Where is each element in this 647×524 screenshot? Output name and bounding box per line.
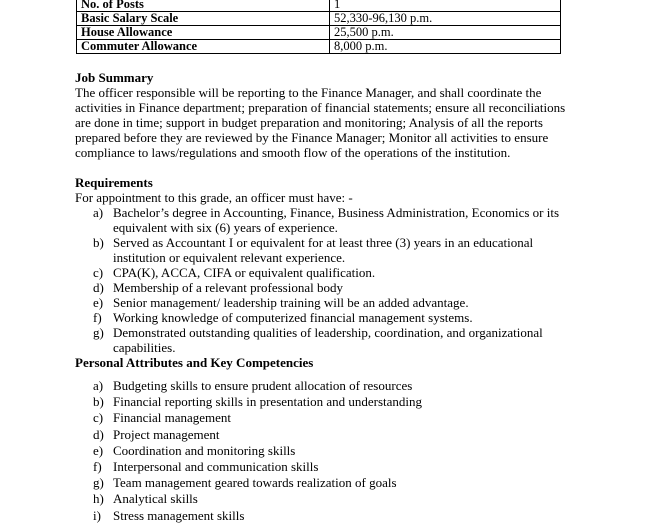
requirements-heading: Requirements <box>75 175 153 190</box>
list-item-text: Financial management <box>113 410 232 426</box>
list-marker: i) <box>93 507 101 523</box>
list-marker: g) <box>93 325 104 340</box>
list-marker: b) <box>93 394 104 410</box>
paragraph-line: The officer responsible will be reporting to the Finance Manager, and shall coordinate the <box>75 85 542 100</box>
list-item <box>93 265 559 280</box>
list-item-continuation: institution or equivalent relevant experience. <box>113 250 346 265</box>
list-item <box>93 491 422 507</box>
list-item-text: CPA(K), ACCA, CIFA or equivalent qualification. <box>113 265 376 280</box>
row-value: 25,500 p.m. <box>330 26 561 40</box>
table-row <box>77 40 561 54</box>
list-item-continuation: equivalent with six (6) years of experience. <box>113 220 338 235</box>
list-item <box>93 235 559 265</box>
list-marker: b) <box>93 235 104 250</box>
list-item-text: Project management <box>113 426 220 442</box>
row-label: Basic Salary Scale <box>77 12 330 26</box>
list-marker: c) <box>93 265 104 280</box>
row-label: Commuter Allowance <box>77 40 330 54</box>
row-label: House Allowance <box>77 26 330 40</box>
list-item <box>93 205 559 235</box>
row-value: 8,000 p.m. <box>330 40 561 54</box>
paragraph-line: prepared before they are reviewed by the Finance Manager; Monitor all activities to ensure <box>75 130 549 145</box>
list-item-text: Analytical skills <box>113 491 198 507</box>
list-item <box>93 295 559 310</box>
paragraph-line: compliance to laws/regulations and smooth flow of the operations of the institution. <box>75 145 511 160</box>
requirements-intro: For appointment to this grade, an officer must have: - <box>75 190 353 205</box>
list-marker: d) <box>93 280 104 295</box>
table-row <box>77 26 561 40</box>
table-row <box>77 0 561 12</box>
list-item <box>93 410 422 426</box>
list-item-text: Interpersonal and communication skills <box>113 459 319 475</box>
list-item <box>93 280 559 295</box>
list-marker: g) <box>93 475 104 491</box>
paragraph-line: are done in time; support in budget preparation and monitoring; Analysis of all the reports <box>75 115 543 130</box>
list-item <box>93 427 422 443</box>
list-marker: e) <box>93 442 104 458</box>
list-item <box>93 394 422 410</box>
competencies-list <box>93 378 422 524</box>
list-item-text: Budgeting skills to ensure prudent allocation of resources <box>113 378 413 393</box>
list-marker: f) <box>93 310 102 325</box>
table-row <box>77 12 561 26</box>
list-item-text: Demonstrated outstanding qualities of leadership, coordination, and organizational <box>113 325 543 340</box>
list-marker: a) <box>93 205 104 220</box>
list-item-text: Coordination and monitoring skills <box>113 442 296 458</box>
row-label: No. of Posts <box>77 0 330 12</box>
post-details-table <box>76 0 561 54</box>
list-marker: c) <box>93 410 104 426</box>
list-item-continuation: capabilities. <box>113 340 176 355</box>
paragraph-line: activities in Finance department; preparation of financial statements; ensure all reconciliations <box>75 100 566 115</box>
list-item <box>93 310 559 325</box>
list-item-text: Senior management/ leadership training will be an added advantage. <box>113 295 469 310</box>
list-marker: a) <box>93 378 104 393</box>
list-item-text: Financial reporting skills in presentation and understanding <box>113 394 423 410</box>
list-item-text: Served as Accountant I or equivalent for at least three (3) years in an educational <box>113 235 534 250</box>
list-item <box>93 378 422 394</box>
requirements-list <box>93 205 559 355</box>
list-item <box>93 459 422 475</box>
list-marker: d) <box>93 426 104 442</box>
list-item <box>93 325 559 355</box>
list-marker: h) <box>93 491 104 507</box>
list-item-text: Membership of a relevant professional body <box>113 280 343 295</box>
list-item <box>93 475 422 491</box>
list-item-text: Team management geared towards realization of goals <box>113 475 397 491</box>
job-summary-heading: Job Summary <box>75 70 154 85</box>
list-marker: f) <box>93 459 102 475</box>
list-item-text: Bachelor’s degree in Accounting, Finance, Business Administration, Economics or its <box>113 205 560 220</box>
job-summary-paragraph <box>75 85 575 160</box>
list-item-text: Stress management skills <box>113 507 245 523</box>
competencies-heading: Personal Attributes and Key Competencies <box>75 355 314 370</box>
list-marker: e) <box>93 295 104 310</box>
row-value: 52,330-96,130 p.m. <box>330 12 561 26</box>
list-item <box>93 443 422 459</box>
row-value: 1 <box>330 0 561 12</box>
list-item-text: Working knowledge of computerized financial management systems. <box>113 310 473 325</box>
